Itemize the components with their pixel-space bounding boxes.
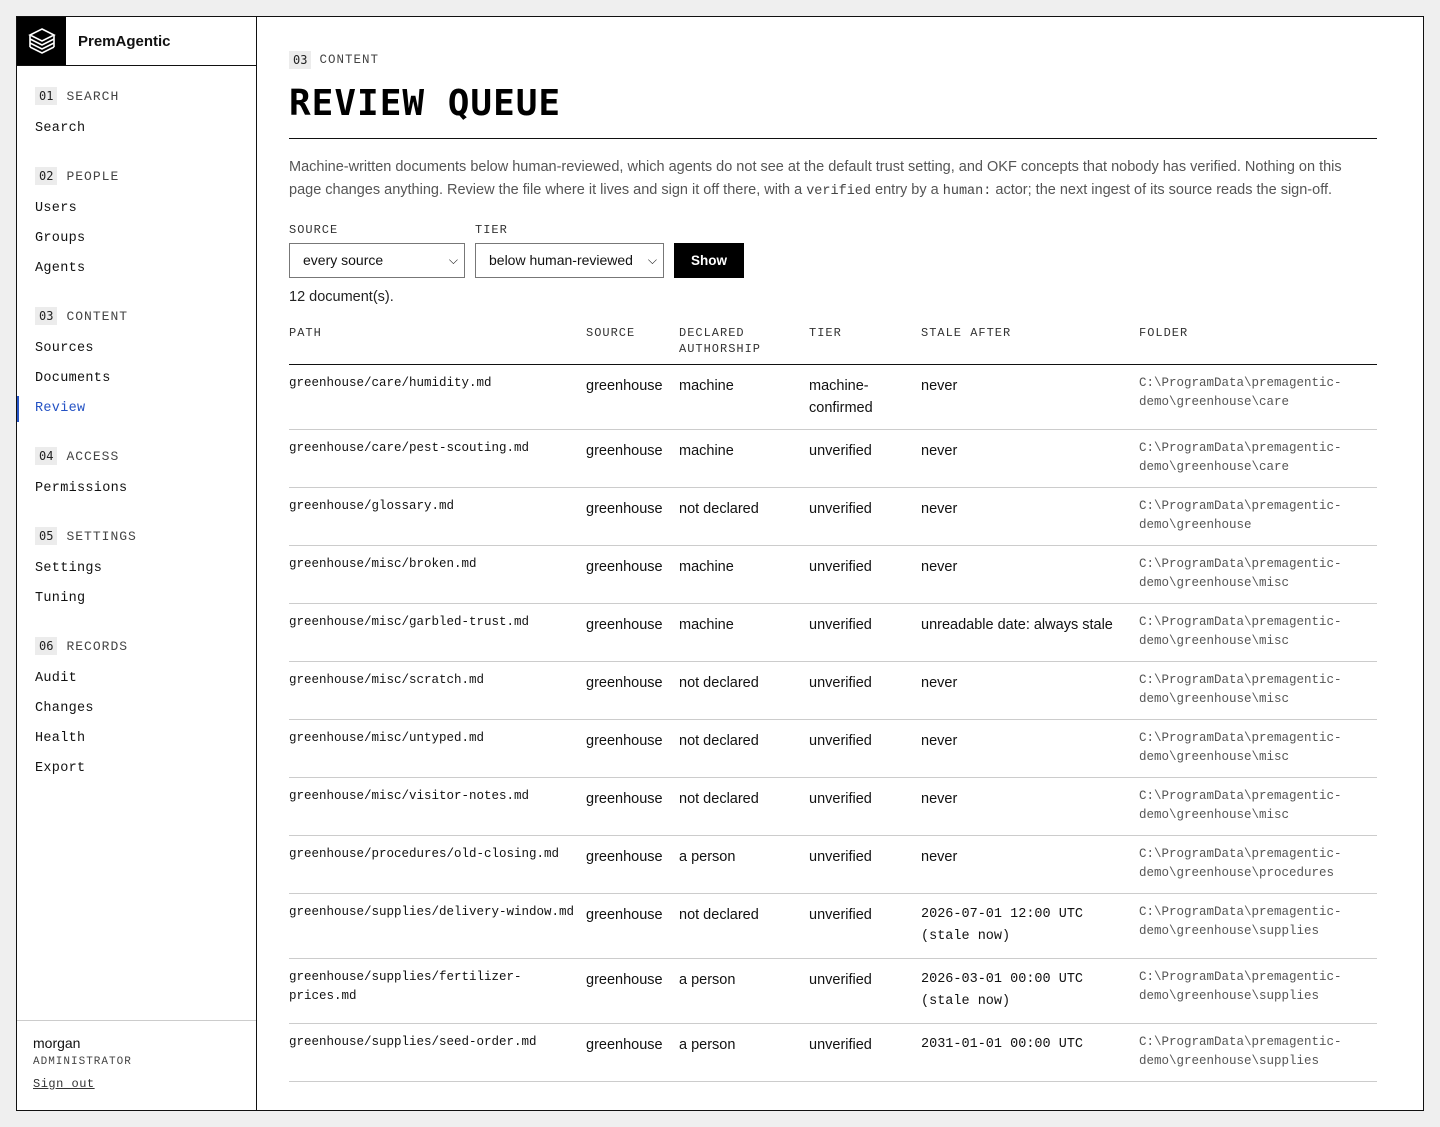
cell-stale-after: never: [921, 546, 1139, 604]
table-row[interactable]: [289, 720, 1377, 778]
cell-source: greenhouse: [586, 720, 679, 778]
column-header-source: SOURCE: [586, 325, 679, 365]
nav-section-header: [35, 86, 256, 106]
cell-path: greenhouse/misc/visitor-notes.md: [289, 778, 586, 836]
cell-stale-after: unreadable date: always stale: [921, 604, 1139, 662]
section-label: RECORDS: [66, 638, 129, 654]
cell-stale-after: 2026-07-01 12:00 UTC (stale now): [921, 894, 1139, 959]
nav-section-people: [35, 166, 256, 284]
cell-source: greenhouse: [586, 430, 679, 488]
sidebar-item-tuning[interactable]: Tuning: [35, 591, 86, 606]
cell-path: greenhouse/supplies/seed-order.md: [289, 1024, 586, 1082]
table-row[interactable]: [289, 1024, 1377, 1082]
cell-stale-after: never: [921, 720, 1139, 778]
sidebar-item-users[interactable]: Users: [35, 201, 78, 216]
cell-tier: unverified: [809, 836, 921, 894]
column-header-tier: TIER: [809, 325, 921, 365]
cell-folder: C:\ProgramData\premagentic-demo\greenhouse\care: [1139, 365, 1377, 430]
table-row[interactable]: [289, 662, 1377, 720]
nav-section-header: [35, 636, 256, 656]
sidebar-item-groups[interactable]: Groups: [35, 231, 86, 246]
section-label: PEOPLE: [66, 168, 120, 184]
cell-source: greenhouse: [586, 662, 679, 720]
brand[interactable]: [17, 17, 256, 66]
cell-stale-after: never: [921, 488, 1139, 546]
cell-path: greenhouse/misc/untyped.md: [289, 720, 586, 778]
section-number: 01: [35, 87, 57, 105]
document-count: 12 document(s).: [289, 289, 394, 305]
cell-tier: unverified: [809, 662, 921, 720]
sidebar: [17, 17, 257, 1110]
cell-path: greenhouse/misc/garbled-trust.md: [289, 604, 586, 662]
main-content: [257, 17, 1423, 1110]
cell-tier: unverified: [809, 720, 921, 778]
nav-section-records: [35, 636, 256, 784]
tier-filter: [475, 223, 664, 278]
sidebar-item-health[interactable]: Health: [35, 731, 86, 746]
cell-authorship: not declared: [679, 488, 809, 546]
cell-folder: C:\ProgramData\premagentic-demo\greenhouse\supplies: [1139, 959, 1377, 1024]
user-block: [17, 1020, 256, 1110]
source-filter-label: SOURCE: [289, 223, 339, 237]
chevron-down-icon: ⌵: [448, 253, 458, 267]
stack-layers-icon: [17, 17, 66, 65]
column-header-declared-authorship: DECLARED AUTHORSHIP: [679, 325, 809, 365]
section-number: 03: [35, 307, 57, 325]
nav-section-header: [35, 526, 256, 546]
cell-path: greenhouse/misc/broken.md: [289, 546, 586, 604]
cell-path: greenhouse/misc/scratch.md: [289, 662, 586, 720]
cell-authorship: machine: [679, 546, 809, 604]
chevron-down-icon: ⌵: [647, 253, 657, 267]
tier-select[interactable]: below human-reviewed ⌵: [475, 243, 664, 278]
cell-stale-after: never: [921, 365, 1139, 430]
cell-tier: unverified: [809, 894, 921, 959]
cell-path: greenhouse/care/humidity.md: [289, 365, 586, 430]
cell-tier: machine-confirmed: [809, 365, 921, 430]
cell-authorship: a person: [679, 1024, 809, 1082]
cell-folder: C:\ProgramData\premagentic-demo\greenhouse\misc: [1139, 546, 1377, 604]
nav-section-access: [35, 446, 256, 504]
table-row[interactable]: [289, 604, 1377, 662]
cell-folder: C:\ProgramData\premagentic-demo\greenhouse\procedures: [1139, 836, 1377, 894]
sidebar-nav: [17, 66, 256, 1020]
cell-authorship: machine: [679, 604, 809, 662]
table-row[interactable]: [289, 488, 1377, 546]
cell-authorship: not declared: [679, 778, 809, 836]
source-filter: [289, 223, 465, 278]
cell-source: greenhouse: [586, 365, 679, 430]
cell-source: greenhouse: [586, 1024, 679, 1082]
table-row[interactable]: [289, 778, 1377, 836]
user-name: morgan: [33, 1035, 81, 1051]
table-row[interactable]: [289, 959, 1377, 1024]
cell-tier: unverified: [809, 488, 921, 546]
cell-folder: C:\ProgramData\premagentic-demo\greenhouse\supplies: [1139, 894, 1377, 959]
cell-folder: C:\ProgramData\premagentic-demo\greenhouse: [1139, 488, 1377, 546]
table-row[interactable]: [289, 430, 1377, 488]
cell-source: greenhouse: [586, 546, 679, 604]
nav-section-header: [35, 166, 256, 186]
sign-out-link[interactable]: Sign out: [33, 1077, 95, 1091]
cell-authorship: machine: [679, 430, 809, 488]
section-number: 02: [35, 167, 57, 185]
cell-tier: unverified: [809, 546, 921, 604]
table-body: [289, 365, 1377, 1082]
cell-tier: unverified: [809, 1024, 921, 1082]
show-button[interactable]: Show: [674, 243, 744, 278]
cell-tier: unverified: [809, 430, 921, 488]
column-header-folder: FOLDER: [1139, 325, 1377, 365]
section-number: 06: [35, 637, 57, 655]
nav-section-header: [35, 446, 256, 466]
cell-folder: C:\ProgramData\premagentic-demo\greenhouse\care: [1139, 430, 1377, 488]
tier-filter-label: TIER: [475, 223, 508, 237]
cell-path: greenhouse/procedures/old-closing.md: [289, 836, 586, 894]
cell-authorship: a person: [679, 836, 809, 894]
sidebar-item-documents[interactable]: Documents: [35, 371, 111, 386]
cell-stale-after: never: [921, 836, 1139, 894]
breadcrumb-label: CONTENT: [319, 53, 379, 67]
cell-stale-after: never: [921, 662, 1139, 720]
cell-source: greenhouse: [586, 604, 679, 662]
cell-source: greenhouse: [586, 894, 679, 959]
cell-source: greenhouse: [586, 778, 679, 836]
cell-stale-after: 2026-03-01 00:00 UTC (stale now): [921, 959, 1139, 1024]
table-header-row: [289, 325, 1377, 365]
sidebar-item-search[interactable]: Search: [35, 121, 86, 136]
breadcrumb-number: 03: [289, 51, 311, 69]
table-row[interactable]: [289, 546, 1377, 604]
section-label: ACCESS: [66, 448, 120, 464]
cell-path: greenhouse/glossary.md: [289, 488, 586, 546]
app-frame: [16, 16, 1424, 1111]
table-row[interactable]: [289, 836, 1377, 894]
sidebar-item-permissions[interactable]: Permissions: [35, 481, 128, 496]
cell-tier: unverified: [809, 959, 921, 1024]
cell-tier: unverified: [809, 604, 921, 662]
column-header-path: PATH: [289, 325, 586, 365]
section-label: SETTINGS: [66, 528, 137, 544]
cell-folder: C:\ProgramData\premagentic-demo\greenhouse\misc: [1139, 778, 1377, 836]
sidebar-item-settings[interactable]: Settings: [35, 561, 103, 576]
cell-authorship: a person: [679, 959, 809, 1024]
breadcrumb: [289, 50, 1377, 70]
sidebar-item-sources[interactable]: Sources: [35, 341, 94, 356]
section-number: 05: [35, 527, 57, 545]
cell-folder: C:\ProgramData\premagentic-demo\greenhouse\misc: [1139, 662, 1377, 720]
filter-bar: [289, 223, 1377, 278]
source-select[interactable]: every source ⌵: [289, 243, 465, 278]
nav-section-content: [35, 306, 256, 424]
cell-source: greenhouse: [586, 959, 679, 1024]
nav-section-header: [35, 306, 256, 326]
cell-folder: C:\ProgramData\premagentic-demo\greenhouse\supplies: [1139, 1024, 1377, 1082]
cell-stale-after: 2031-01-01 00:00 UTC: [921, 1024, 1139, 1082]
review-table: [289, 325, 1377, 1082]
nav-section-settings: [35, 526, 256, 614]
sidebar-item-changes[interactable]: Changes: [35, 701, 94, 716]
nav-section-search: [35, 86, 256, 144]
cell-folder: C:\ProgramData\premagentic-demo\greenhouse\misc: [1139, 720, 1377, 778]
cell-authorship: not declared: [679, 662, 809, 720]
cell-source: greenhouse: [586, 836, 679, 894]
user-role: ADMINISTRATOR: [33, 1056, 132, 1068]
cell-authorship: machine: [679, 365, 809, 430]
sidebar-item-agents[interactable]: Agents: [35, 261, 86, 276]
cell-path: greenhouse/supplies/fertilizer-prices.md: [289, 959, 586, 1024]
section-label: SEARCH: [66, 88, 120, 104]
cell-source: greenhouse: [586, 488, 679, 546]
column-header-stale-after: STALE AFTER: [921, 325, 1139, 365]
brand-name: PremAgentic: [78, 32, 171, 50]
page-title: REVIEW QUEUE: [289, 83, 562, 124]
table-row[interactable]: [289, 365, 1377, 430]
sidebar-item-audit[interactable]: Audit: [35, 671, 78, 686]
cell-authorship: not declared: [679, 894, 809, 959]
cell-path: greenhouse/supplies/delivery-window.md: [289, 894, 586, 959]
cell-tier: unverified: [809, 778, 921, 836]
sidebar-item-export[interactable]: Export: [35, 761, 86, 776]
cell-path: greenhouse/care/pest-scouting.md: [289, 430, 586, 488]
cell-authorship: not declared: [679, 720, 809, 778]
cell-stale-after: never: [921, 430, 1139, 488]
title-divider: [289, 138, 1377, 139]
section-number: 04: [35, 447, 57, 465]
cell-stale-after: never: [921, 778, 1139, 836]
table-row[interactable]: [289, 894, 1377, 959]
section-label: CONTENT: [66, 308, 129, 324]
intro-text: Machine-written documents below human-reviewed, which agents do not see at the default trust setting, and OKF concepts that nobody has verified. Nothing on this page changes anything. Review the file where it lives and sign it off there, with a verified entry by a human: actor; the next ingest of its source reads the sign-off.: [289, 159, 1342, 199]
cell-folder: C:\ProgramData\premagentic-demo\greenhouse\misc: [1139, 604, 1377, 662]
sidebar-item-review[interactable]: Review: [35, 394, 256, 424]
